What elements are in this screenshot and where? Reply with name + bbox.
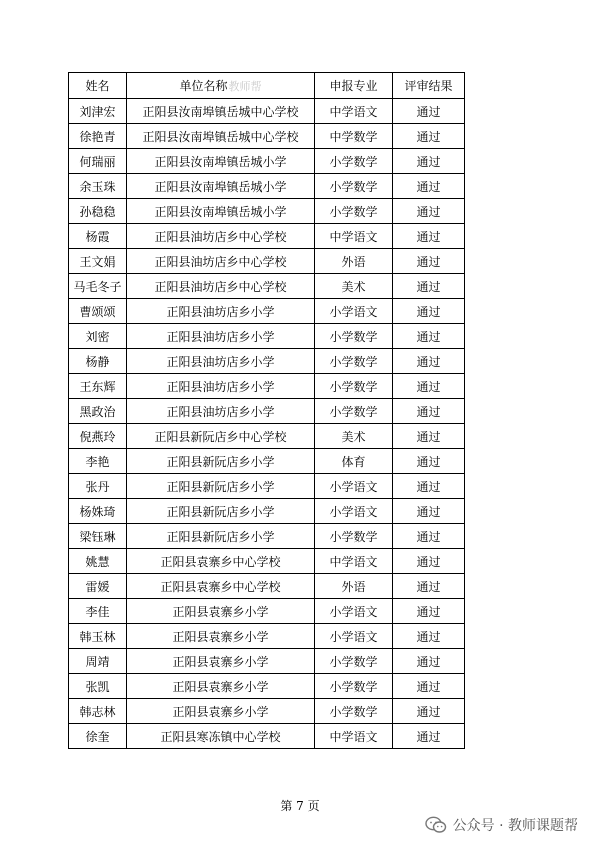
cell-name: 韩玉林 [69, 624, 127, 649]
cell-result: 通过 [393, 624, 465, 649]
table-row [69, 724, 465, 749]
cell-result: 通过 [393, 574, 465, 599]
cell-unit: 正阳县油坊店乡小学 [127, 299, 315, 324]
header-unit [127, 73, 315, 99]
cell-result: 通过 [393, 674, 465, 699]
table-row [69, 249, 465, 274]
cell-unit: 正阳县袁寨乡小学 [127, 624, 315, 649]
table-row [69, 549, 465, 574]
table-row [69, 324, 465, 349]
cell-result: 通过 [393, 599, 465, 624]
cell-unit: 正阳县油坊店乡小学 [127, 324, 315, 349]
cell-name: 徐艳青 [69, 124, 127, 149]
cell-major: 小学数学 [315, 174, 393, 199]
header-name: 姓名 [69, 73, 127, 99]
cell-name: 余玉珠 [69, 174, 127, 199]
table-row [69, 374, 465, 399]
cell-major: 小学语文 [315, 599, 393, 624]
cell-unit: 正阳县袁寨乡中心学校 [127, 574, 315, 599]
table-row [69, 699, 465, 724]
cell-major: 小学数学 [315, 524, 393, 549]
cell-name: 孙稳稳 [69, 199, 127, 224]
cell-name: 何瑞丽 [69, 149, 127, 174]
table-row [69, 649, 465, 674]
cell-unit: 正阳县油坊店乡小学 [127, 374, 315, 399]
cell-result: 通过 [393, 724, 465, 749]
table-row [69, 299, 465, 324]
cell-name: 黑政治 [69, 399, 127, 424]
cell-major: 小学数学 [315, 199, 393, 224]
table-row [69, 399, 465, 424]
header-unit-label: 单位名称 [179, 79, 228, 93]
cell-major: 中学语文 [315, 99, 393, 124]
table-row [69, 199, 465, 224]
cell-result: 通过 [393, 699, 465, 724]
cell-unit: 正阳县汝南埠镇岳城中心学校 [127, 99, 315, 124]
cell-major: 小学数学 [315, 324, 393, 349]
table-row [69, 124, 465, 149]
cell-major: 小学数学 [315, 674, 393, 699]
cell-result: 通过 [393, 399, 465, 424]
brand-text: 公众号 · 教师课题帮 [452, 818, 578, 834]
cell-unit: 正阳县油坊店乡中心学校 [127, 274, 315, 299]
table-row [69, 574, 465, 599]
header-result: 评审结果 [393, 73, 465, 99]
cell-name: 韩志林 [69, 699, 127, 724]
header-unit-watermark: 教师帮 [228, 80, 262, 93]
table-header-row [69, 73, 465, 99]
wechat-icon [425, 816, 447, 834]
cell-result: 通过 [393, 474, 465, 499]
cell-result: 通过 [393, 374, 465, 399]
cell-name: 徐奎 [69, 724, 127, 749]
cell-major: 小学数学 [315, 699, 393, 724]
cell-unit: 正阳县新阮店乡小学 [127, 449, 315, 474]
page-number: 第 7 页 [280, 799, 320, 813]
cell-unit: 正阳县袁寨乡小学 [127, 674, 315, 699]
cell-name: 梁钰琳 [69, 524, 127, 549]
cell-name: 杨霞 [69, 224, 127, 249]
cell-unit: 正阳县汝南埠镇岳城小学 [127, 199, 315, 224]
cell-major: 中学语文 [315, 724, 393, 749]
table-row [69, 674, 465, 699]
cell-major: 外语 [315, 249, 393, 274]
table-row [69, 274, 465, 299]
cell-name: 张丹 [69, 474, 127, 499]
cell-major: 小学数学 [315, 349, 393, 374]
table-row [69, 474, 465, 499]
cell-name: 刘密 [69, 324, 127, 349]
cell-result: 通过 [393, 249, 465, 274]
cell-name: 李艳 [69, 449, 127, 474]
cell-major: 小学数学 [315, 649, 393, 674]
cell-name: 姚慧 [69, 549, 127, 574]
cell-result: 通过 [393, 524, 465, 549]
cell-result: 通过 [393, 349, 465, 374]
cell-result: 通过 [393, 199, 465, 224]
cell-major: 美术 [315, 274, 393, 299]
cell-result: 通过 [393, 149, 465, 174]
cell-major: 小学语文 [315, 299, 393, 324]
cell-major: 中学语文 [315, 549, 393, 574]
cell-major: 外语 [315, 574, 393, 599]
cell-major: 小学数学 [315, 374, 393, 399]
cell-unit: 正阳县油坊店乡中心学校 [127, 249, 315, 274]
cell-result: 通过 [393, 499, 465, 524]
cell-name: 杨静 [69, 349, 127, 374]
cell-unit: 正阳县寒冻镇中心学校 [127, 724, 315, 749]
table-row [69, 349, 465, 374]
cell-result: 通过 [393, 224, 465, 249]
evaluation-results-table [68, 72, 465, 749]
cell-name: 周靖 [69, 649, 127, 674]
cell-unit: 正阳县新阮店乡小学 [127, 524, 315, 549]
cell-name: 王东辉 [69, 374, 127, 399]
table-row [69, 599, 465, 624]
cell-name: 王文娟 [69, 249, 127, 274]
cell-unit: 正阳县新阮店乡小学 [127, 499, 315, 524]
cell-name: 马毛冬子 [69, 274, 127, 299]
cell-major: 小学语文 [315, 624, 393, 649]
cell-result: 通过 [393, 174, 465, 199]
header-major: 申报专业 [315, 73, 393, 99]
cell-major: 小学数学 [315, 149, 393, 174]
cell-name: 雷媛 [69, 574, 127, 599]
cell-unit: 正阳县袁寨乡小学 [127, 649, 315, 674]
cell-name: 倪燕玲 [69, 424, 127, 449]
cell-result: 通过 [393, 649, 465, 674]
table-row [69, 524, 465, 549]
cell-major: 体育 [315, 449, 393, 474]
table-row [69, 99, 465, 124]
cell-unit: 正阳县油坊店乡中心学校 [127, 224, 315, 249]
cell-major: 中学数学 [315, 124, 393, 149]
cell-major: 小学语文 [315, 474, 393, 499]
table-row [69, 149, 465, 174]
table-row [69, 449, 465, 474]
table-row [69, 224, 465, 249]
cell-result: 通过 [393, 449, 465, 474]
cell-major: 小学数学 [315, 399, 393, 424]
table-row [69, 424, 465, 449]
cell-result: 通过 [393, 99, 465, 124]
cell-unit: 正阳县袁寨乡小学 [127, 699, 315, 724]
cell-unit: 正阳县新阮店乡小学 [127, 474, 315, 499]
cell-name: 曹颂颂 [69, 299, 127, 324]
cell-name: 刘津宏 [69, 99, 127, 124]
cell-result: 通过 [393, 274, 465, 299]
table-row [69, 174, 465, 199]
cell-result: 通过 [393, 324, 465, 349]
cell-unit: 正阳县汝南埠镇岳城中心学校 [127, 124, 315, 149]
cell-unit: 正阳县汝南埠镇岳城小学 [127, 174, 315, 199]
cell-name: 李佳 [69, 599, 127, 624]
cell-result: 通过 [393, 299, 465, 324]
cell-result: 通过 [393, 549, 465, 574]
table-row [69, 624, 465, 649]
cell-unit: 正阳县油坊店乡小学 [127, 349, 315, 374]
cell-name: 张凯 [69, 674, 127, 699]
cell-major: 小学语文 [315, 499, 393, 524]
cell-unit: 正阳县袁寨乡中心学校 [127, 549, 315, 574]
cell-unit: 正阳县汝南埠镇岳城小学 [127, 149, 315, 174]
brand-watermark [425, 815, 578, 835]
cell-major: 美术 [315, 424, 393, 449]
cell-unit: 正阳县油坊店乡小学 [127, 399, 315, 424]
table-body [69, 99, 465, 749]
cell-result: 通过 [393, 124, 465, 149]
cell-name: 杨姝琦 [69, 499, 127, 524]
table-row [69, 499, 465, 524]
cell-major: 中学语文 [315, 224, 393, 249]
cell-unit: 正阳县袁寨乡小学 [127, 599, 315, 624]
cell-unit: 正阳县新阮店乡中心学校 [127, 424, 315, 449]
cell-result: 通过 [393, 424, 465, 449]
